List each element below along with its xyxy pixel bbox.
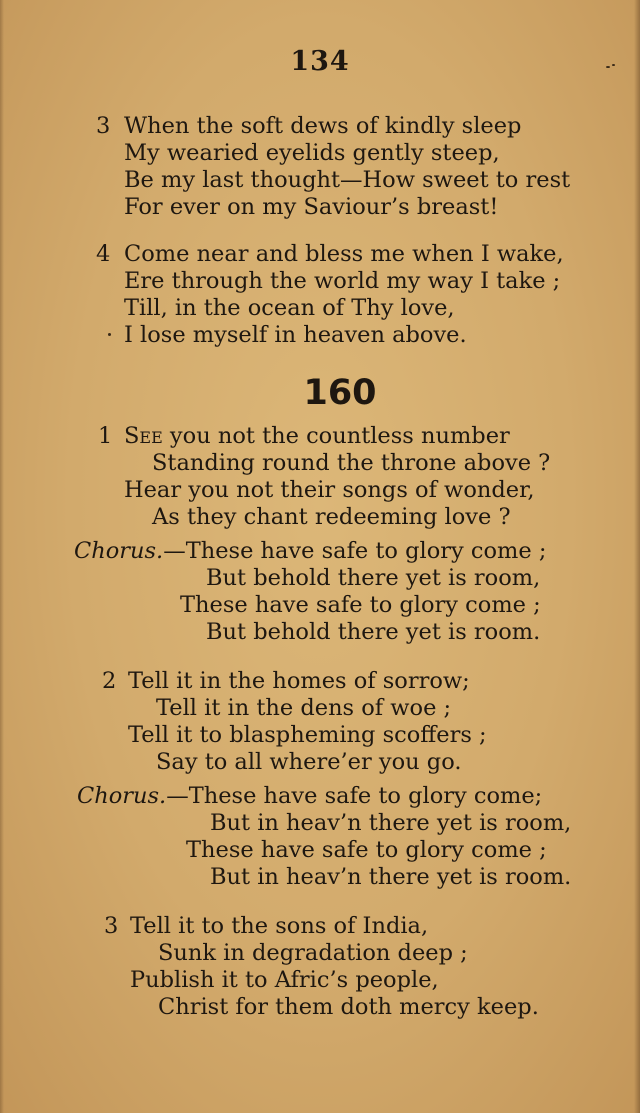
verse-number: 3 — [104, 913, 119, 939]
first-line-rest: you not the countless number — [162, 423, 510, 449]
page-edge-right — [634, 0, 640, 1113]
chorus-line: These have safe to glory come ; — [180, 592, 541, 618]
verse-number: 2 — [102, 668, 117, 694]
page-edge-left — [0, 0, 4, 1113]
chorus-label: Chorus. — [77, 783, 167, 809]
verse-line: Tell it to the sons of India, — [130, 913, 429, 939]
chorus-line: These have safe to glory come ; — [186, 837, 547, 863]
verse-number: 3 — [96, 113, 111, 139]
verse-line: Tell it in the dens of woe ; — [156, 695, 452, 721]
verse-number: 4 — [96, 241, 111, 267]
verse-line: When the soft dews of kindly sleep — [124, 113, 522, 139]
verse-line: I lose myself in heaven above. — [124, 322, 467, 348]
verse-line — [124, 423, 510, 450]
paper-speck — [612, 64, 615, 66]
verse-line: Be my last thought—How sweet to rest — [124, 167, 571, 193]
verse-line: Tell it to blaspheming scoffers ; — [128, 722, 487, 748]
verse-line: Publish it to Afric’s people, — [130, 967, 439, 993]
chorus-line: But behold there yet is room. — [206, 619, 541, 645]
page-number: 134 — [290, 46, 350, 77]
first-word: See — [124, 423, 163, 449]
verse-line: For ever on my Saviour’s breast! — [124, 194, 499, 220]
verse-line: My wearied eyelids gently steep, — [124, 140, 500, 166]
paper-speck — [606, 66, 610, 68]
verse-line: Sunk in degradation deep ; — [158, 940, 468, 966]
verse-line: Come near and bless me when I wake, — [124, 241, 564, 267]
hymn-number: 160 — [303, 373, 377, 413]
chorus-text: —These have safe to glory come ; — [163, 538, 547, 564]
verse-line: Christ for them doth mercy keep. — [158, 994, 539, 1020]
chorus-line: But in heav’n there yet is room, — [210, 810, 572, 836]
verse-line: Ere through the world my way I take ; — [124, 268, 561, 294]
verse-line: As they chant redeeming love ? — [152, 504, 511, 530]
chorus-line — [77, 783, 542, 810]
chorus-line — [74, 538, 546, 565]
chorus-text: —These have safe to glory come; — [166, 783, 543, 809]
verse-number: 1 — [98, 423, 113, 449]
chorus-line: But behold there yet is room, — [206, 565, 541, 591]
verse-line: Till, in the ocean of Thy love, — [124, 295, 455, 321]
verse-line: Tell it in the homes of sorrow; — [128, 668, 470, 694]
verse-line: Say to all where’er you go. — [156, 749, 462, 775]
chorus-line: But in heav’n there yet is room. — [210, 864, 572, 890]
paper-speck — [108, 333, 111, 336]
verse-line: Hear you not their songs of wonder, — [124, 477, 535, 503]
chorus-label: Chorus. — [74, 538, 164, 564]
verse-line: Standing round the throne above ? — [152, 450, 551, 476]
